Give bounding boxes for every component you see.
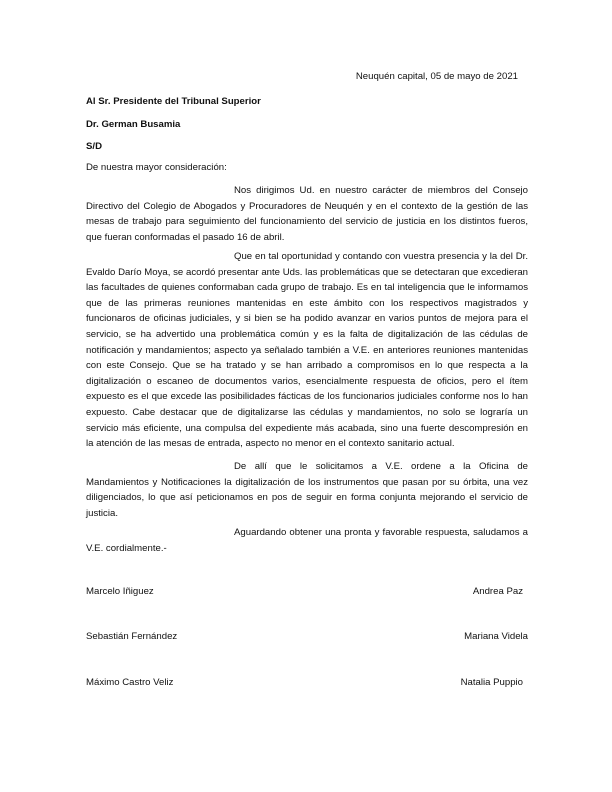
recipient-name: Dr. German Busamia (86, 119, 181, 130)
sd-abbreviation: S/D (86, 141, 102, 152)
signature-left-1: Marcelo Iñiguez (86, 586, 154, 597)
greeting: De nuestra mayor consideración: (86, 162, 227, 173)
letter-date: Neuquén capital, 05 de mayo de 2021 (355, 71, 518, 82)
closing-text: Aguardando obtener una pronta y favorable respuesta, saludamos a V.E. cordialmente.- (86, 527, 528, 554)
signature-left-2: Sebastián Fernández (86, 631, 178, 642)
paragraph-3 (86, 459, 528, 521)
recipient-title: Al Sr. Presidente del Tribunal Superior (86, 96, 261, 107)
paragraph-2 (86, 249, 528, 452)
paragraph-3-text: De allí que le solicitamos a V.E. ordene a la Oficina de Mandamientos y Notificaciones la digitalización de los instrumentos que pasan por su órbita, una vez diligenciados, lo que así peticionamos en pos de seguir en forma conjunta mejorando el servicio de justicia. (86, 461, 528, 519)
signature-right-2: Mariana Videla (464, 631, 528, 642)
paragraph-1-text: Nos dirigimos Ud. en nuestro carácter de miembros del Consejo Directivo del Colegio de Abogados y Procuradores de Neuquén y en el contexto de la gestión de las mesas de trabajo para seguimiento del funcionamiento del servicio de justicia en los distintos fueros, que fueran conformadas el pasado 16 de abril. (86, 185, 528, 243)
paragraph-2-text: Que en tal oportunidad y contando con vuestra presencia y la del Dr. Evaldo Darío Moya, se acordó presentar ante Uds. las problemáticas que se detectaran que excedieran las facultades de quienes conformaban cada grupo de trabajo. Es en tal inteligencia que le informamos que de las primeras reuniones mantenidas en este ámbito con los respectivos magistrados y funcionaros de oficinas judiciales, y si bien se ha podido avanzar en varios puntos de mejora para el servicio, se ha advertido una problemática común y es la falta de digitalización de las cédulas de notificación y mandamientos; aspecto ya señalado también a V.E. en anteriores reuniones mantenidas con este Consejo. Que se ha tratado y se han arribado a compromisos en lo que respecta a la digitalización o escaneo de documentos varios, esencialmente respuesta de oficios, pero el ítem expuesto es el que excede las posibilidades fácticas de los funcionarios judiciales conforme nos lo han expuesto. Cabe destacar que de digitalizarse las cédulas y mandamientos, no solo se lograría un servicio más eficiente, una compulsa del expediente más acabada, sino una fuerte descompresión en la atención de las mesas de entrada, aspecto no menor en el contexto sanitario actual. (86, 251, 528, 450)
signature-left-3: Máximo Castro Veliz (86, 677, 174, 688)
paragraph-1 (86, 183, 528, 245)
signature-right-3: Natalia Puppio (460, 677, 523, 688)
closing-paragraph (86, 525, 528, 556)
signature-right-1: Andrea Paz (472, 586, 523, 597)
